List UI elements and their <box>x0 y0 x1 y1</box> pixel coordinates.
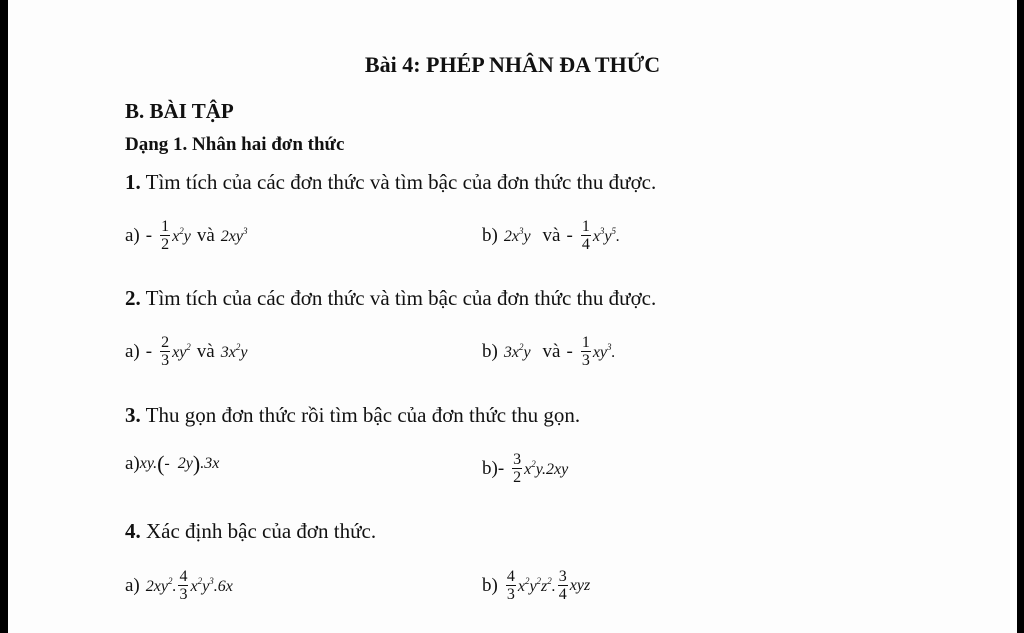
question-number: 4. <box>125 519 141 543</box>
answer-1a: a) - $\frac{1}{2}$ $x^2y$ và $2xy^3$ <box>125 218 248 253</box>
answer-4b: b) $\frac{4}{3}$ $x^2y^2z^2$. $\frac{3}{4}$ xyz <box>482 568 591 603</box>
question-number: 1. <box>125 170 141 194</box>
fraction: $\frac{1}{2}$ <box>161 218 170 253</box>
fraction: $\frac{1}{4}$ <box>581 218 590 253</box>
fraction: $\frac{4}{3}$ <box>506 568 515 603</box>
fraction: $\frac{1}{3}$ <box>581 334 590 369</box>
question-text: Tìm tích của các đơn thức và tìm bậc của đơn thức thu được. <box>140 286 657 310</box>
answer-4a: a) $2xy^2$. $\frac{4}{3}$ $x^2y^3.6x$ <box>125 568 233 603</box>
question-text: Thu gọn đơn thức rồi tìm bậc của đơn thức thu gọn. <box>140 403 581 427</box>
answer-1b: b) $2x^3y$ và - $\frac{1}{4}$ $x^3y^5$. <box>482 218 621 253</box>
question-3 <box>125 403 580 428</box>
fraction: $\frac{3}{2}$ <box>513 451 522 486</box>
answer-2a: a) - $\frac{2}{3}$ $xy^2$ và $3x^2y$ <box>125 334 248 369</box>
fraction: $\frac{2}{3}$ <box>161 334 170 369</box>
question-text: Xác định bậc của đơn thức. <box>140 519 377 543</box>
page-title: Bài 4: PHÉP NHÂN ĐA THỨC <box>364 52 661 77</box>
fraction: $\frac{4}{3}$ <box>179 568 188 603</box>
question-text: Tìm tích của các đơn thức và tìm bậc của đơn thức thu được. <box>140 170 657 194</box>
question-4 <box>125 519 376 544</box>
question-number: 2. <box>125 286 141 310</box>
answer-2b: b) $3x^2y$ và - $\frac{1}{3}$ $xy^3$. <box>482 334 616 369</box>
document-page <box>8 0 1017 633</box>
answer-3a: a) xy. ( - 2y ) .3x <box>125 451 220 476</box>
question-number: 3. <box>125 403 141 427</box>
section-heading: B. BÀI TẬP <box>125 99 234 123</box>
fraction: $\frac{3}{4}$ <box>558 568 567 603</box>
question-1 <box>125 170 656 195</box>
question-2 <box>125 286 656 311</box>
answer-3b: b) - $\frac{3}{2}$ $x^2y.2xy$ <box>482 451 569 486</box>
subsection-heading: Dạng 1. Nhân hai đơn thức <box>125 134 345 155</box>
